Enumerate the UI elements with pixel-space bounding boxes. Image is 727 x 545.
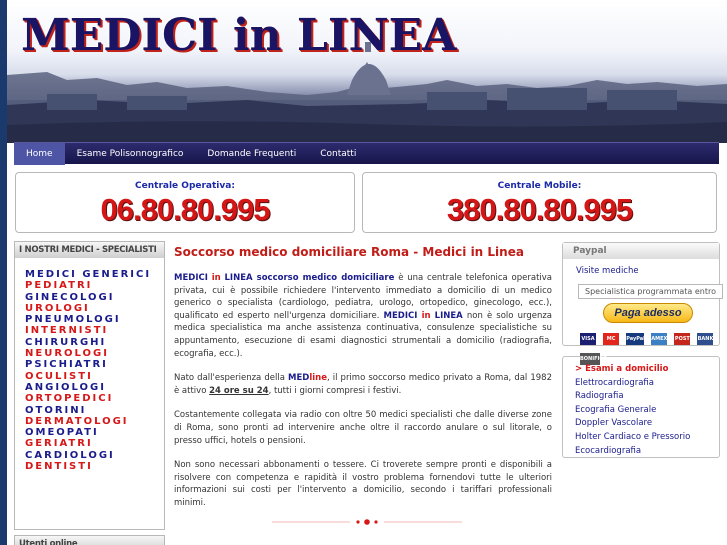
specialists-list xyxy=(15,269,164,472)
nav-contatti[interactable]: Contatti xyxy=(320,149,357,159)
specialists-title: I NOSTRI MEDICI - SPECIALISTI xyxy=(15,242,164,258)
main-content xyxy=(174,244,552,510)
mastercard-icon: MC xyxy=(603,333,619,345)
bank-card-icon: BANK xyxy=(697,333,713,345)
specialist-urologi[interactable]: UROLOGI xyxy=(25,302,90,314)
radio-paragraph: Costantemente collegata via radio con oltre 50 medici specialisti che dalle diverse zone di Roma, sono pronti ad intervenire anche oltre il raccordo anulare o sul litorale, o presso uffici, hotels o pensioni. xyxy=(174,410,552,446)
intro-text-2: non è solo urgenza medica specialistica ma anche assistenza continuativa, consulenze specialistiche su appuntamento, esecuzione di esami diagnostici strumentali a domicilio (radiografia, ecografia, ecc.). xyxy=(174,310,553,359)
brand-medici: MEDICI xyxy=(174,273,208,283)
brand-in: in xyxy=(211,273,221,283)
nav-home[interactable]: Home xyxy=(14,143,65,165)
specialist-pneumologi[interactable]: PNEUMOLOGI xyxy=(25,314,121,326)
phone-label-operativa: Centrale Operativa: xyxy=(135,181,235,191)
specialist-ginecologi[interactable]: GINECOLOGI xyxy=(25,291,115,303)
specialist-neurologi[interactable]: NEUROLOGI xyxy=(25,348,109,360)
payment-cards xyxy=(580,325,719,362)
specialist-psichiatri[interactable]: PSICHIATRI xyxy=(25,359,108,371)
exam-elettrocardiografia[interactable]: Elettrocardiografia xyxy=(575,377,654,388)
specialist-angiologi[interactable]: ANGIOLOGI xyxy=(25,381,106,393)
page-title: Soccorso medico domiciliare Roma - Medici in Linea xyxy=(174,245,524,259)
brand-in-2: in xyxy=(421,310,431,321)
phone-number-mobile[interactable]: 380.80.80.995 xyxy=(446,192,633,227)
specialist-otorini[interactable]: OTORINI xyxy=(25,404,87,416)
exam-radiografia[interactable]: Radiografia xyxy=(575,391,624,402)
specialist-dentisti[interactable]: DENTISTI xyxy=(25,461,93,473)
brand-med: MED xyxy=(287,373,310,384)
pay-now-button[interactable]: Paga adesso xyxy=(603,303,693,323)
exams-heading[interactable]: > Esami a domicilio xyxy=(575,364,669,374)
nav-esame-polisonnografico[interactable]: Esame Polisonnografico xyxy=(76,149,184,159)
online-users-box xyxy=(14,535,165,545)
phone-number-operativa[interactable]: 06.80.80.995 xyxy=(100,192,270,227)
specialist-cardiologi[interactable]: CARDIOLOGI xyxy=(25,449,115,461)
phone-box-operativa xyxy=(15,172,355,233)
exam-holter[interactable]: Holter Cardiaco e Pressorio xyxy=(575,431,691,442)
paypal-description: Visite mediche xyxy=(576,266,639,276)
specialist-internisti[interactable]: INTERNISTI xyxy=(25,325,109,337)
paypal-title: Paypal xyxy=(563,243,719,259)
brand-linea-link[interactable]: LINEA soccorso medico domiciliare xyxy=(224,273,395,283)
brand-medici-2: MEDICI xyxy=(383,310,418,321)
specialist-oculisti[interactable]: OCULISTI xyxy=(25,370,93,382)
exam-ecocardiografia[interactable]: Ecocardiografia xyxy=(575,445,642,456)
nav-domande-frequenti[interactable]: Domande Frequenti xyxy=(207,149,297,159)
site-logo[interactable]: MEDICI in LINEA xyxy=(21,10,457,61)
intro-text: è una centrale telefonica operativa privata, cui è possibile richiedere l'intervento immediato a domicilio di un medico generico o specialista (cardiologo, pediatra, urologo, ortopedico, ginecologo, ecc.), qualificato ed esperto nell'urgenza domiciliare. xyxy=(174,273,553,321)
specialist-medici-generici[interactable]: MEDICI GENERICI xyxy=(25,269,152,280)
specialist-pediatri[interactable]: PEDIATRI xyxy=(25,280,93,292)
page xyxy=(7,0,727,545)
specialist-geriatri[interactable]: GERIATRI xyxy=(25,438,93,450)
header-banner xyxy=(7,0,727,143)
main-nav xyxy=(14,142,719,164)
postepay-icon: POST xyxy=(674,333,690,345)
bonifico-icon: BONIFICO xyxy=(580,353,600,365)
phone-box-mobile xyxy=(362,172,717,233)
visa-card-icon: VISA xyxy=(580,333,596,345)
exam-ecografia-generale[interactable]: Ecografia Generale xyxy=(575,404,657,415)
decorative-divider xyxy=(272,518,462,526)
paypal-box xyxy=(562,242,720,362)
subscription-paragraph: Non sono necessari abbonamenti o tessere. Ci troverete sempre pronti e disponibili a risolvere con competenza e rapidità il vostro problema fornendovi tutte le ulteriori informazioni sui costi per l'intervento a domicilio, secondo i tariffari professionali minimi. xyxy=(174,460,552,508)
intro-paragraph xyxy=(174,272,552,360)
history-text-a: Nato dall'esperienza della xyxy=(174,373,288,384)
history-paragraph xyxy=(174,372,552,397)
history-text-d: , il primo soccorso medico privato a Roma, dal 1982 è attivo xyxy=(174,373,552,396)
phone-label-mobile: Centrale Mobile: xyxy=(497,181,582,191)
exam-doppler-vascolare[interactable]: Doppler Vascolare xyxy=(575,418,653,429)
online-users-title: Utenti online xyxy=(15,536,164,545)
paypal-icon: PayPal xyxy=(626,333,644,345)
brand-line: line xyxy=(309,373,327,384)
service-select[interactable]: Specialistica programmata entro xyxy=(578,284,723,299)
specialist-ortopedici[interactable]: ORTOPEDICI xyxy=(25,393,114,405)
right-sidebar xyxy=(562,242,720,458)
specialists-sidebar xyxy=(14,241,165,530)
exams-box xyxy=(562,356,720,458)
specialist-omeopati[interactable]: OMEOPATI xyxy=(25,427,99,439)
specialist-chirurghi[interactable]: CHIRURGHI xyxy=(25,336,107,348)
amex-icon: AMEX xyxy=(651,333,667,345)
specialist-dermatologi[interactable]: DERMATOLOGI xyxy=(25,415,129,427)
hours-highlight: 24 ore su 24 xyxy=(209,385,269,396)
history-text-f: , tutti i giorni compresi i festivi. xyxy=(268,385,402,396)
brand-linea-2: LINEA xyxy=(434,310,463,321)
